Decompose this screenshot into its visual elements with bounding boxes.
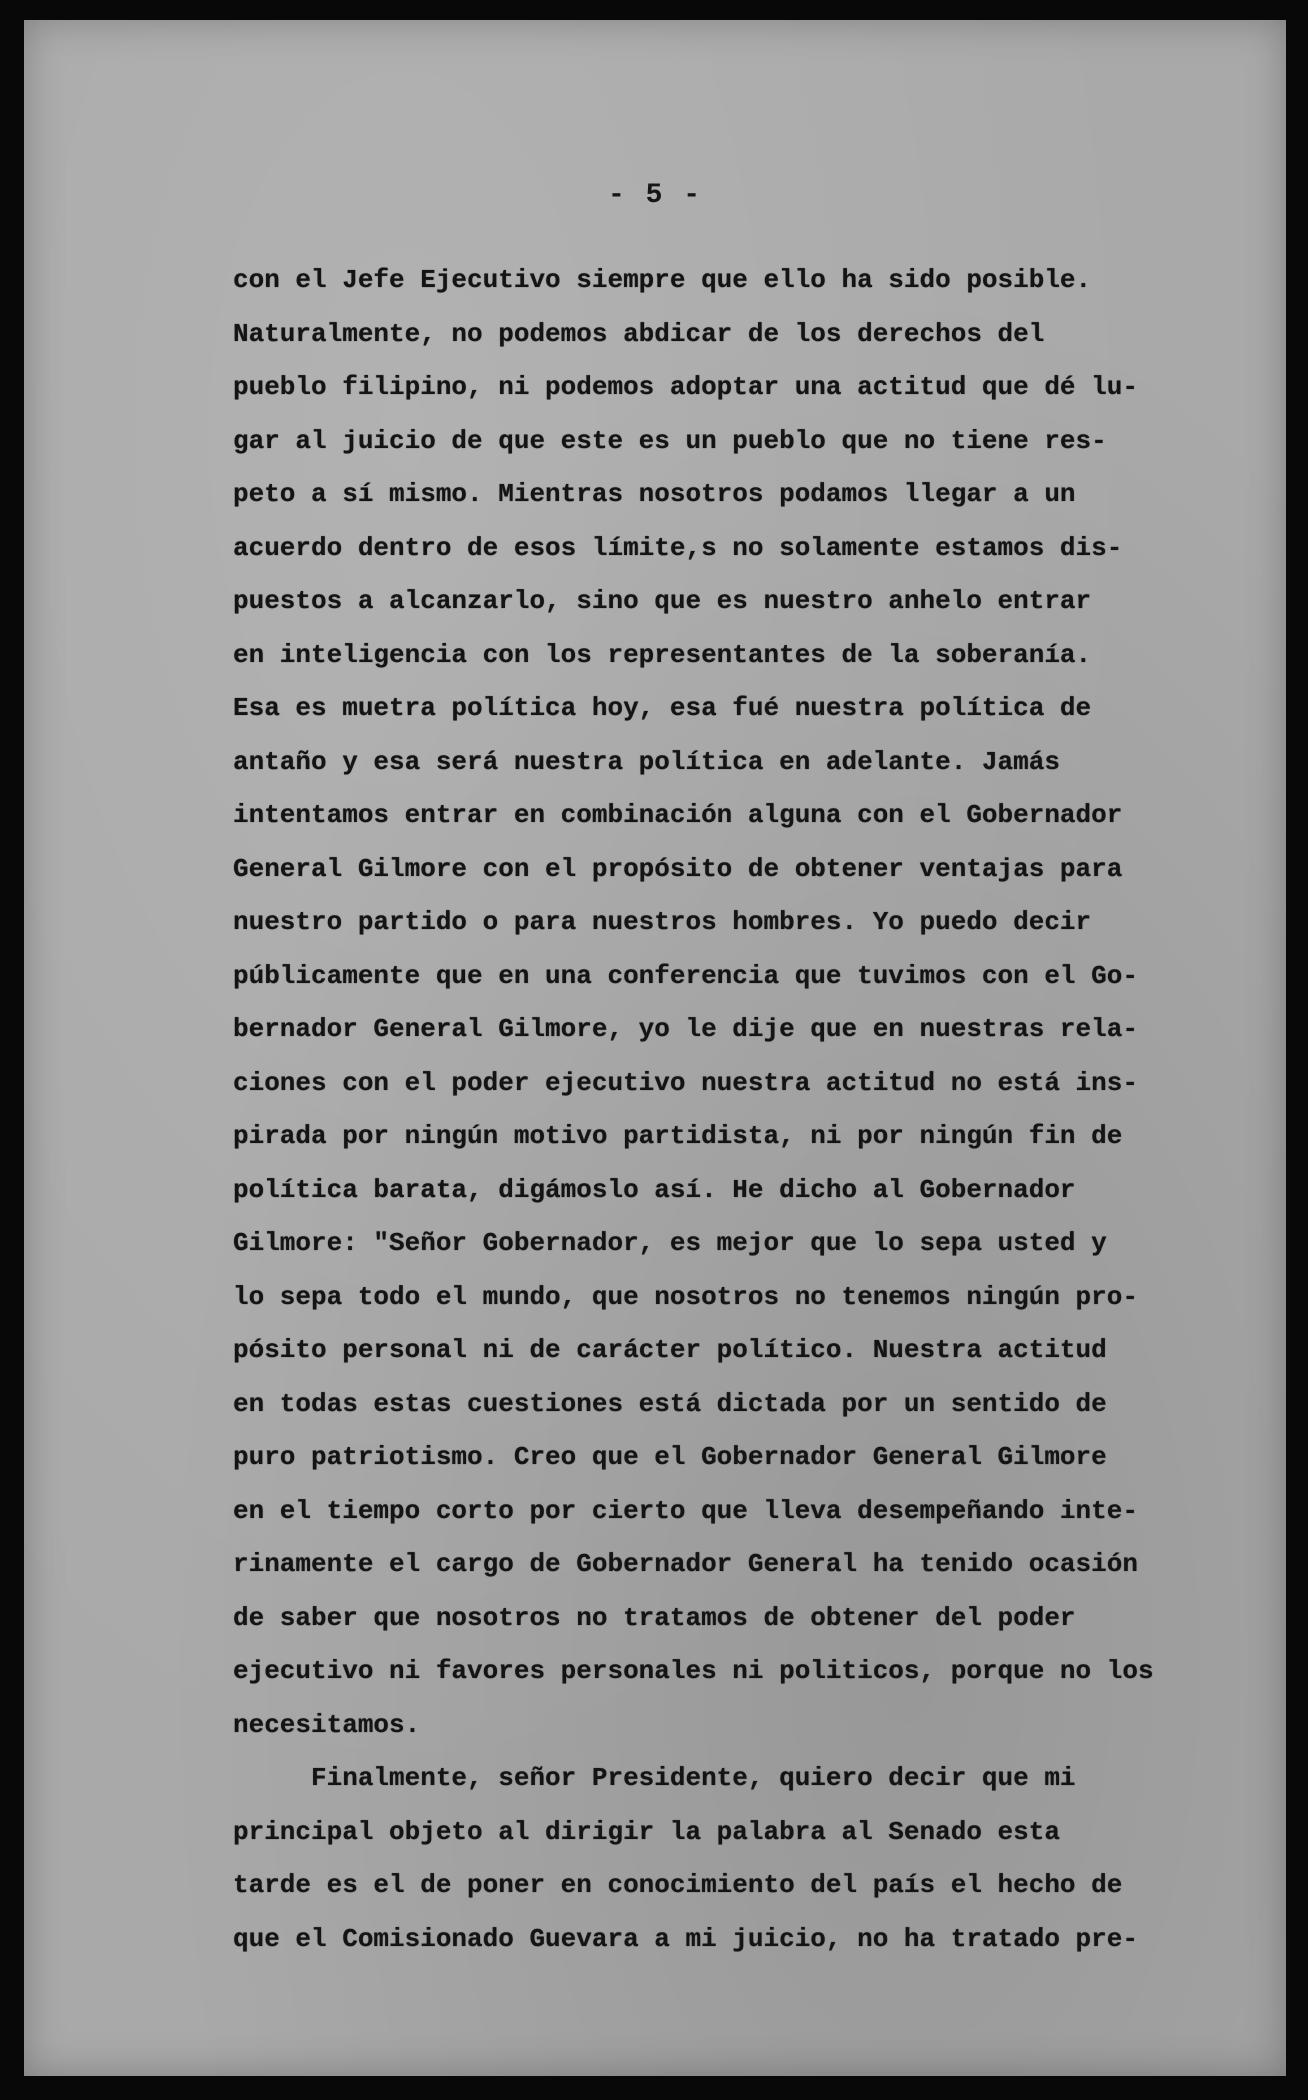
text-line: pósito personal ni de carácter político. Nuestra actitud — [233, 1335, 1107, 1365]
text-line: tarde es el de poner en conocimiento del país el hecho de — [233, 1870, 1123, 1900]
text-line: General Gilmore con el propósito de obtener ventajas para — [233, 853, 1123, 884]
body-text — [233, 254, 1193, 1966]
text-line: Esa es muetra política hoy, esa fué nuestra política de — [233, 693, 1092, 723]
text-line: en el tiempo corto por cierto que lleva desempeñando inte- — [233, 1495, 1138, 1526]
text-line: política barata, digámoslo así. He dicho al Gobernador — [233, 1174, 1076, 1205]
text-line: con el Jefe Ejecutivo siempre que ello ha sido posible. — [233, 265, 1092, 295]
text-line: pirada por ningún motivo partidista, ni por ningún fin de — [233, 1121, 1123, 1151]
text-line: intentamos entrar en combinación alguna con el Gobernador — [233, 800, 1123, 830]
text-line: nuestro partido o para nuestros hombres. Yo puedo decir — [233, 907, 1092, 937]
text-line: Naturalmente, no podemos abdicar de los derechos del — [233, 318, 1045, 349]
text-line: acuerdo dentro de esos límite,s no solamente estamos dis- — [233, 532, 1123, 563]
text-line: gar al juicio de que este es un pueblo que no tiene res- — [233, 425, 1107, 456]
page-number: - 5 - — [607, 180, 702, 211]
text-line: antaño y esa será nuestra política en adelante. Jamás — [233, 746, 1060, 777]
text-line: de saber que nosotros no tratamos de obtener del poder — [233, 1602, 1076, 1633]
text-line: que el Comisionado Guevara a mi juicio, no ha tratado pre- — [233, 1923, 1138, 1954]
text-line: bernador General Gilmore, yo le dije que en nuestras rela- — [233, 1014, 1138, 1044]
text-line: Gilmore: "Señor Gobernador, es mejor que lo sepa usted y — [233, 1228, 1107, 1258]
text-line: principal objeto al dirigir la palabra al Senado esta — [233, 1816, 1060, 1847]
document-page — [24, 20, 1286, 2076]
text-line: en todas estas cuestiones está dictada por un sentido de — [233, 1388, 1107, 1419]
text-line: necesitamos. — [233, 1709, 421, 1740]
text-line: ciones con el poder ejecutivo nuestra actitud no está ins- — [233, 1067, 1138, 1098]
text-line: rinamente el cargo de Gobernador General ha tenido ocasión — [233, 1549, 1138, 1579]
text-line: públicamente que en una conferencia que tuvimos con el Go- — [233, 960, 1138, 991]
text-line: pueblo filipino, ni podemos adoptar una actitud que dé lu- — [233, 372, 1138, 402]
text-line: Finalmente, señor Presidente, quiero decir que mi — [233, 1763, 1076, 1793]
text-line: ejecutivo ni favores personales ni politicos, porque no los — [233, 1656, 1154, 1686]
text-line: puestos a alcanzarlo, sino que es nuestro anhelo entrar — [233, 586, 1092, 616]
text-line: puro patriotismo. Creo que el Gobernador General Gilmore — [233, 1442, 1107, 1472]
text-line: lo sepa todo el mundo, que nosotros no tenemos ningún pro- — [233, 1281, 1138, 1312]
text-line: en inteligencia con los representantes de la soberanía. — [233, 639, 1092, 670]
text-line: peto a sí mismo. Mientras nosotros podamos llegar a un — [233, 479, 1076, 509]
